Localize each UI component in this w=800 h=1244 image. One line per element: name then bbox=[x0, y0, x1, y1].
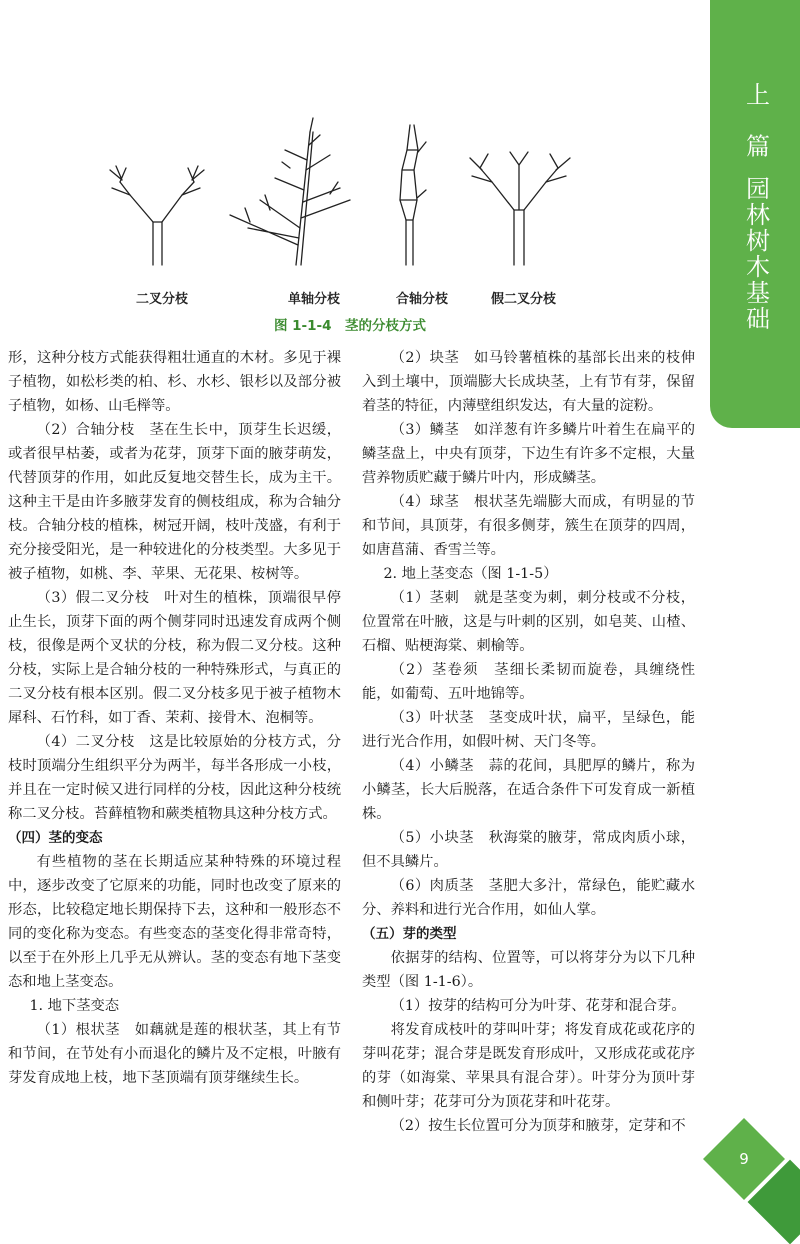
subheading: 2. 地上茎变态（图 1-1-5） bbox=[383, 566, 558, 582]
paragraph: 形，这种分枝方式能获得粗壮通直的木材。多见于裸子植物，如松杉类的柏、杉、水杉、银杉以及部分被子植物，如杨、山毛榉等。 bbox=[8, 350, 341, 414]
paragraph: （3）鳞茎 如洋葱有许多鳞片叶着生在扁平的鳞茎盘上，中央有顶芽，下边生有许多不定根，大量营养物质贮藏于鳞片叶内，形成鳞茎。 bbox=[362, 422, 695, 486]
paragraph: （2）按生长位置可分为顶芽和腋芽，定芽和不 bbox=[390, 1118, 686, 1134]
section-side-tab bbox=[710, 0, 800, 428]
paragraph: （1）茎刺 就是茎变为刺，刺分枝或不分枝，位置常在叶腋，这是与叶刺的区别，如皂荚、山楂、石榴、贴梗海棠、刺榆等。 bbox=[362, 590, 695, 654]
page-number: 9 bbox=[739, 1150, 749, 1168]
subheading: 1. 地下茎变态 bbox=[29, 998, 120, 1014]
figure-caption: 图 1-1-4 茎的分枝方式 bbox=[273, 318, 427, 334]
paragraph: 将发育成枝叶的芽叫叶芽；将发育成花或花序的芽叫花芽；混合芽是既发育形成叶，又形成花或花序的芽（如海棠、苹果具有混合芽）。叶芽分为顶叶芽和侧叶芽；花芽可分为顶花芽和叶花芽。 bbox=[362, 1022, 695, 1110]
paragraph: （4）小鳞茎 蒜的花间，具肥厚的鳞片，称为小鳞茎，长大后脱落，在适合条件下可发育成一新植株。 bbox=[362, 758, 695, 822]
false-dichotomous-branching-drawing bbox=[470, 152, 570, 265]
left-column bbox=[8, 346, 341, 1090]
section-heading: （四）茎的变态 bbox=[8, 830, 103, 846]
right-column bbox=[362, 346, 695, 1138]
paragraph: 有些植物的茎在长期适应某种特殊的环境过程中，逐步改变了它原来的功能，同时也改变了原来的形态，比较稳定地长期保持下去，这种和一般形态不同的变化称为变态。有些变态的茎变化得非常奇特，以至于在外形上几乎无从辨认。茎的变态有地下茎变态和地上茎变态。 bbox=[8, 854, 341, 990]
paragraph: （3）假二叉分枝 叶对生的植株，顶端很早停止生长，顶芽下面的两个侧芽同时迅速发育成两个侧枝，很像是两个叉状的分枝，称为假二叉分枝。这种分枝，实际上是合轴分枝的一种特殊形式，与真正的二叉分枝有根本区别。假二叉分枝多见于被子植物木犀科、石竹科，如丁香、茉莉、接骨木、泡桐等。 bbox=[8, 590, 341, 726]
branching-figure bbox=[100, 110, 600, 340]
paragraph: （2）合轴分枝 茎在生长中，顶芽生长迟缓，或者很早枯萎，或者为花芽，顶芽下面的腋芽萌发，代替顶芽的作用，如此反复地交替生长，成为主干。这种主干是由许多腋芽发育的侧枝组成，称为合轴分枝。合轴分枝的植株，树冠开阔，枝叶茂盛，有利于充分接受阳光，是一种较进化的分枝类型。大多见于被子植物，如桃、李、苹果、无花果、桉树等。 bbox=[8, 422, 341, 582]
label-sympodial: 合轴分枝 bbox=[396, 292, 449, 307]
paragraph: （6）肉质茎 茎肥大多汁，常绿色，能贮藏水分、养料和进行光合作用，如仙人掌。 bbox=[362, 878, 695, 918]
paragraph: （2）茎卷须 茎细长柔韧而旋卷，具缠绕性能，如葡萄、五叶地锦等。 bbox=[362, 662, 695, 702]
section-heading: （五）芽的类型 bbox=[362, 926, 457, 942]
monopodial-branching-drawing bbox=[230, 118, 350, 265]
paragraph: 依据芽的结构、位置等，可以将芽分为以下几种类型（图 1-1-6）。 bbox=[362, 950, 695, 990]
side-tab-title: 园林树木基础 bbox=[741, 176, 770, 332]
label-dichotomous: 二叉分枝 bbox=[136, 292, 189, 307]
label-monopodial: 单轴分枝 bbox=[288, 292, 341, 307]
label-false-dichotomous: 假二叉分枝 bbox=[491, 292, 557, 307]
paragraph: （4）球茎 根状茎先端膨大而成，有明显的节和节间，具顶芽，有很多侧芽，簇生在顶芽的四周，如唐菖蒲、香雪兰等。 bbox=[362, 494, 695, 558]
paragraph: （5）小块茎 秋海棠的腋芽，常成肉质小球，但不具鳞片。 bbox=[362, 830, 695, 870]
sympodial-branching-drawing bbox=[400, 125, 426, 265]
paragraph: （2）块茎 如马铃薯植株的基部长出来的枝伸入到土壤中，顶端膨大长成块茎，上有节有芽，保留着茎的特征，内薄壁组织发达，有大量的淀粉。 bbox=[362, 350, 695, 414]
side-tab-part-label: 上 篇 bbox=[741, 82, 770, 168]
paragraph: （3）叶状茎 茎变成叶状，扁平，呈绿色，能进行光合作用，如假叶树、天门冬等。 bbox=[362, 710, 695, 750]
branching-diagrams bbox=[100, 110, 600, 290]
paragraph: （1）按芽的结构可分为叶芽、花芽和混合芽。 bbox=[390, 998, 686, 1014]
paragraph: （4）二叉分枝 这是比较原始的分枝方式，分枝时顶端分生组织平分为两半，每半各形成一小枝，并且在一定时候又进行同样的分枝，因此这种分枝统称二叉分枝。苔藓植物和蕨类植物具这种分枝方式。 bbox=[8, 734, 341, 822]
dichotomous-branching-drawing bbox=[110, 166, 204, 265]
paragraph: （1）根状茎 如藕就是莲的根状茎，其上有节和节间，在节处有小而退化的鳞片及不定根，叶腋有芽发育成地上枝，地下茎顶端有顶芽继续生长。 bbox=[8, 1022, 341, 1086]
